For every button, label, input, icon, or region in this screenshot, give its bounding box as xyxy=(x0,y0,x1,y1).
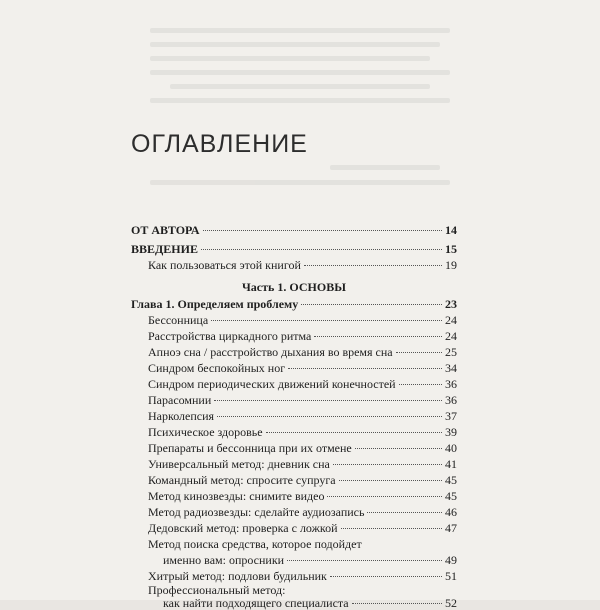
part-heading: Часть 1. ОСНОВЫ xyxy=(242,280,346,294)
dot-leader xyxy=(201,249,442,250)
dot-leader xyxy=(211,320,442,321)
toc-entry-page: 41 xyxy=(445,457,457,471)
toc-section xyxy=(148,313,457,327)
toc-section xyxy=(148,361,457,375)
toc-entry-page: 47 xyxy=(445,521,457,535)
dot-leader xyxy=(367,512,442,513)
dot-leader xyxy=(288,368,442,369)
toc-section xyxy=(148,521,457,535)
dot-leader xyxy=(304,265,442,266)
toc-entry-how-to-use xyxy=(148,258,457,272)
toc-section xyxy=(148,345,457,359)
dot-leader xyxy=(330,576,442,577)
toc-section xyxy=(148,393,457,407)
dot-leader xyxy=(352,603,442,604)
toc-entry-label: Расстройства циркадного ритма xyxy=(148,329,312,343)
dot-leader xyxy=(396,352,442,353)
toc-section xyxy=(148,441,457,455)
toc-section xyxy=(148,329,457,343)
toc-entry-page: 37 xyxy=(445,409,457,423)
toc-entry-page: 40 xyxy=(445,441,457,455)
toc-section xyxy=(148,473,457,487)
toc-section-line-2 xyxy=(163,596,457,610)
toc-entry-label: Бессонница xyxy=(148,313,209,327)
toc-entry-label: Метод поиска средства, которое подойдет xyxy=(148,537,362,551)
toc-entry-label: Дедовский метод: проверка с ложкой xyxy=(148,521,338,535)
toc-entry-label: Командный метод: спросите супруга xyxy=(148,473,336,487)
toc-entry-from-author xyxy=(131,223,457,237)
toc-entry-label: Как пользоваться этой книгой xyxy=(148,258,301,272)
toc-section-line-1 xyxy=(148,583,457,597)
toc-entry-label: именно вам: опросники xyxy=(163,553,285,567)
dot-leader xyxy=(217,416,442,417)
toc-entry-label: Хитрый метод: подлови будильник xyxy=(148,569,327,583)
toc-section xyxy=(148,457,457,471)
dot-leader xyxy=(399,384,442,385)
toc-entry-label: Метод кинозвезды: снимите видео xyxy=(148,489,325,503)
toc-section xyxy=(148,505,457,519)
toc-entry-label: Парасомнии xyxy=(148,393,212,407)
toc-entry-label: Метод радиозвезды: сделайте аудиозапись xyxy=(148,505,365,519)
toc-entry-label: Синдром периодических движений конечностей xyxy=(148,377,396,391)
toc-section-line-2 xyxy=(163,553,457,567)
toc-entry-page: 51 xyxy=(445,569,457,583)
toc-section xyxy=(148,377,457,391)
dot-leader xyxy=(301,304,442,305)
dot-leader xyxy=(355,448,442,449)
toc-entry-label: ОТ АВТОРА xyxy=(131,223,200,237)
dot-leader xyxy=(327,496,442,497)
toc-entry-label: Глава 1. Определяем проблему xyxy=(131,297,299,311)
toc-entry-page: 49 xyxy=(445,553,457,567)
dot-leader xyxy=(339,480,442,481)
toc-entry-page: 36 xyxy=(445,377,457,391)
toc-section-line-1 xyxy=(148,537,457,551)
toc-section xyxy=(148,409,457,423)
toc-entry-introduction xyxy=(131,242,457,256)
toc-entry-label: Универсальный метод: дневник сна xyxy=(148,457,330,471)
toc-entry-page: 46 xyxy=(445,505,457,519)
toc-entry-page: 45 xyxy=(445,489,457,503)
dot-leader xyxy=(333,464,442,465)
toc-entry-label: Психическое здоровье xyxy=(148,425,263,439)
toc-entry-page: 24 xyxy=(445,313,457,327)
dot-leader xyxy=(203,230,443,231)
toc-section xyxy=(148,489,457,503)
dot-leader xyxy=(314,336,442,337)
toc-entry-page: 36 xyxy=(445,393,457,407)
toc-entry-label: как найти подходящего специалиста xyxy=(163,596,349,610)
toc-chapter-1 xyxy=(131,297,457,311)
toc-entry-page: 34 xyxy=(445,361,457,375)
toc-entry-label: Профессиональный метод: xyxy=(148,583,286,597)
toc-entry-page: 45 xyxy=(445,473,457,487)
toc-entry-page: 14 xyxy=(445,223,457,237)
toc-entry-page: 15 xyxy=(445,242,457,256)
toc-entry-page: 52 xyxy=(445,596,457,610)
toc-entry-label: Синдром беспокойных ног xyxy=(148,361,286,375)
toc-entry-label: Препараты и бессонница при их отмене xyxy=(148,441,352,455)
toc-entry-page: 25 xyxy=(445,345,457,359)
toc-entry-page: 39 xyxy=(445,425,457,439)
toc-section xyxy=(148,569,457,583)
toc-entry-label: ВВЕДЕНИЕ xyxy=(131,242,198,256)
dot-leader xyxy=(287,560,442,561)
toc-section xyxy=(148,425,457,439)
toc-entry-label: Апноэ сна / расстройство дыхания во время сна xyxy=(148,345,393,359)
toc-entry-label: Нарколепсия xyxy=(148,409,215,423)
page-title: ОГЛАВЛЕНИЕ xyxy=(131,130,308,158)
dot-leader xyxy=(214,400,442,401)
toc-entry-page: 19 xyxy=(445,258,457,272)
toc-entry-page: 24 xyxy=(445,329,457,343)
dot-leader xyxy=(341,528,442,529)
dot-leader xyxy=(266,432,442,433)
toc-entry-page: 23 xyxy=(445,297,457,311)
